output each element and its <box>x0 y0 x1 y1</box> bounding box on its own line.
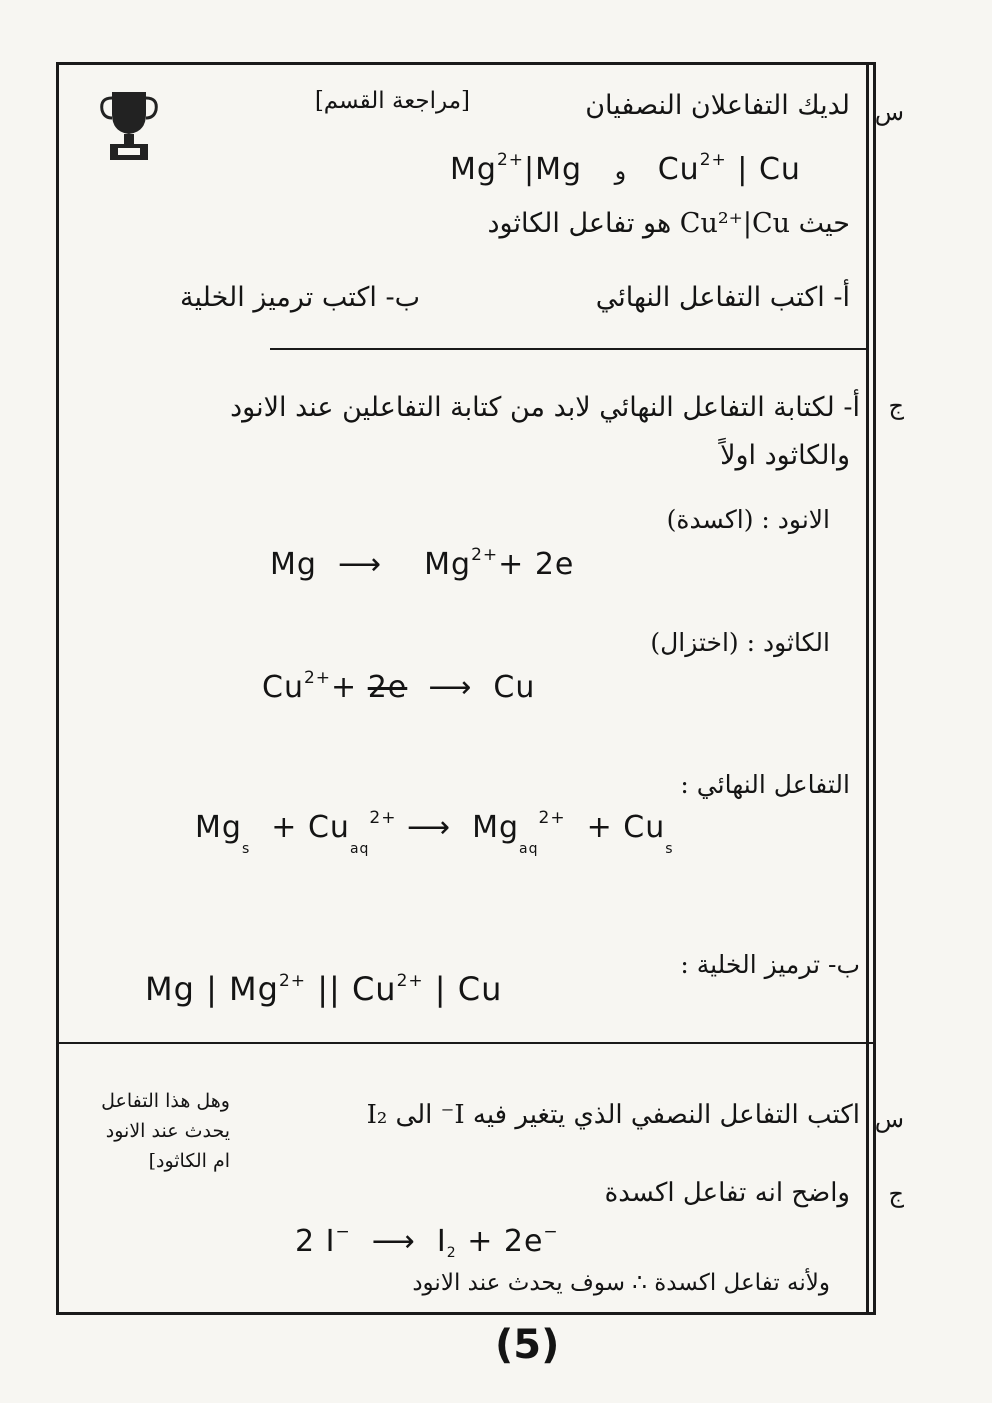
q2-question: اكتب التفاعل النصفي الذي يتغير فيه I⁻ الى I₂ <box>366 1100 860 1130</box>
q2-side-note-1: وهل هذا التفاعل <box>101 1090 230 1112</box>
divider-q1 <box>270 348 868 350</box>
divider-a1 <box>56 1042 876 1044</box>
anode-label: الانود : (اكسدة) <box>666 505 830 534</box>
cell-notation: Mg | $Mg^{2+}$ || $Cu^{2+}$ | Cu <box>145 970 503 1008</box>
q1-half-reactions: $Mg^{2+}|Mg$ و $Cu^{2+}$ | Cu <box>450 150 801 187</box>
a1-intro-line1: أ- لكتابة التفاعل النهائي لابد من كتابة التفاعلين عند الانود <box>230 392 860 423</box>
a2-conclusion: ولأنه تفاعل اكسدة ∴ سوف يحدث عند الانود <box>412 1270 830 1296</box>
a1-intro-line2: والكاثود اولاً <box>720 440 850 471</box>
overall-label: التفاعل النهائي : <box>680 770 850 799</box>
q1-line1: لديك التفاعلان النصفيان <box>585 90 850 121</box>
margin-line <box>866 62 869 1315</box>
cathode-label: الكاثود : (اختزال) <box>650 628 830 657</box>
a2-line1: واضح انه تفاعل اكسدة <box>604 1178 850 1208</box>
a2-marker: ج <box>888 1180 904 1208</box>
q1-part-a: أ- اكتب التفاعل النهائي <box>595 282 850 313</box>
q1-marker: س <box>874 98 904 126</box>
anode-equation: Mg ⟶ $Mg^{2+}+ 2e$ <box>270 545 575 582</box>
cathode-equation: $Cu^{2+}+ 2e$ ⟶ Cu <box>262 668 536 705</box>
overall-equation: $Mg_s + Cu_{aq}^{2+}$ ⟶ $Mg_{aq}^{2+} + Cu_s$ <box>195 808 674 857</box>
trophy-logo <box>98 86 160 166</box>
a1-marker: ج <box>888 392 904 420</box>
a2-equation: 2 I− ⟶ $I_2 + 2e^-$ <box>295 1222 559 1261</box>
q2-marker: س <box>874 1105 904 1133</box>
cell-label: ب- ترميز الخلية : <box>680 950 860 979</box>
q1-part-b: ب- اكتب ترميز الخلية <box>180 282 420 313</box>
q1-bracket-note: [مراجعة القسم] <box>314 88 470 114</box>
q2-side-note-3: ام الكاثود] <box>148 1150 230 1172</box>
page-number: (5) <box>495 1322 560 1368</box>
q2-side-note-2: يحدث عند الانود <box>105 1120 230 1142</box>
q1-line3: حيث Cu²⁺|Cu هو تفاعل الكاثود <box>487 208 850 239</box>
